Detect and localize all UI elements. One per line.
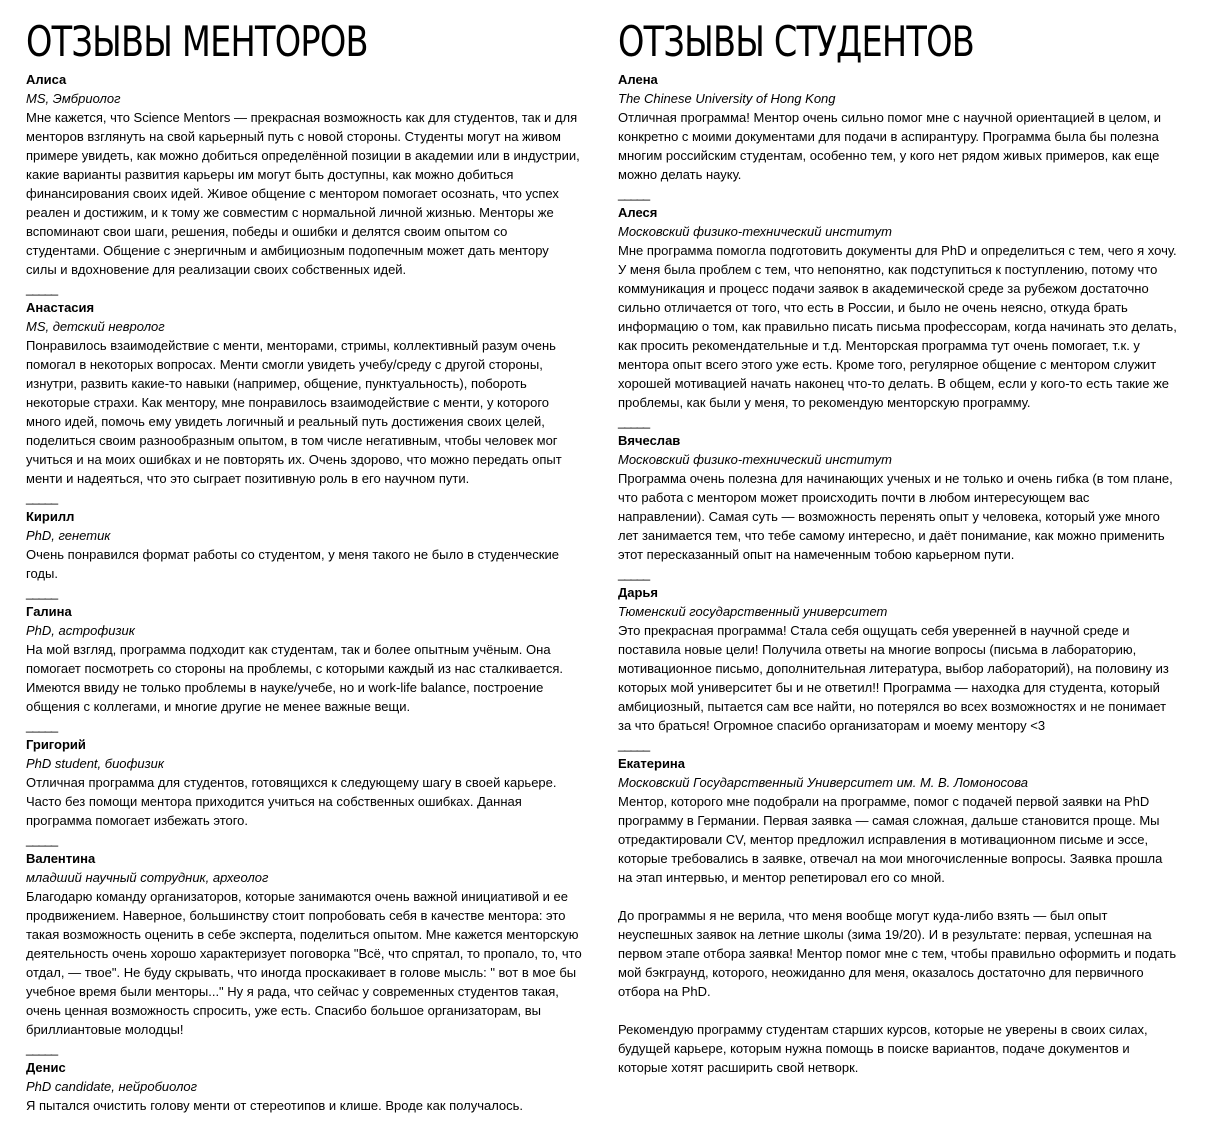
- review-text: Рекомендую программу студентам старших курсов, которые не уверены в своих силах, будущей карьере, которым нужна помощь в поиске вариантов, подаче документов и которые хотят расширить свой нетворк.: [618, 1022, 1148, 1075]
- review-item: [26, 602, 582, 716]
- reviewer-name: Алиса: [26, 72, 67, 87]
- review-separator: _____: [26, 585, 58, 600]
- reviewer-role: Московский физико-технический институт: [618, 452, 892, 467]
- reviewer-role: Московский Государственный Университет им. М. В. Ломоносова: [618, 775, 1029, 790]
- review-item: [618, 583, 1178, 735]
- mentor-reviews-list: [26, 70, 582, 1115]
- reviewer-role: PhD, генетик: [26, 528, 111, 543]
- review-separator: _____: [26, 1041, 58, 1056]
- reviewer-name: Дарья: [618, 585, 659, 600]
- reviewer-name: Анастасия: [26, 300, 95, 315]
- review-item: [26, 849, 582, 1039]
- review-separator: _____: [26, 490, 58, 505]
- review-item: [618, 754, 1178, 1077]
- review-item: [26, 70, 582, 279]
- review-separator: _____: [618, 737, 650, 752]
- review-item: [618, 70, 1178, 184]
- reviewer-role: MS, Эмбриолог: [26, 91, 121, 106]
- mentor-reviews-title: ОТЗЫВЫ МЕНТОРОВ: [26, 17, 368, 66]
- reviewer-name: Григорий: [26, 737, 86, 752]
- review-separator: _____: [26, 281, 58, 296]
- student-reviews-title: ОТЗЫВЫ СТУДЕНТОВ: [618, 17, 974, 66]
- mentor-reviews-column: [26, 14, 582, 1115]
- review-text: Понравилось взаимодействие с менти, менторами, стримы, коллективный разум очень помогал в некоторых вопросах. Менти смогли увидеть учебу/среду с другой стороны, изнутри, развить какие-то навыки (например, общение, пунктуальность), побороть некоторые страхи. Как ментору, мне понравилось взаимодействие с менти, у которого много идей, помочь ему увидеть логичный и реальный путь достижения своих целей, поделиться своим разнообразным опытом, в том числе негативным, чтобы человек мог учиться и на моих ошибках и не повторять их. Очень здорово, что можно передать опыт менти и надеяться, что это сыграет позитивную роль в его научном пути.: [26, 338, 562, 486]
- review-text: Ментор, которого мне подобрали на программе, помог с подачей первой заявки на PhD программу в Германии. Первая заявка — самая сложная, дальше становится проще. Мы отредактировали CV, ментор предложил исправления в мотивационном письме и эссе, которые требовались в заявке, отвечал на мои многочисленные вопросы. Заявка прошла на этап интервью, и ментор репетировал его со мной.: [618, 794, 1163, 885]
- review-separator: _____: [26, 832, 58, 847]
- review-separator: _____: [618, 186, 650, 201]
- reviewer-role: Московский физико-технический институт: [618, 224, 892, 239]
- reviewer-role: The Chinese University of Hong Kong: [618, 91, 836, 106]
- reviewer-role: MS, детский невролог: [26, 319, 165, 334]
- reviewer-name: Галина: [26, 604, 72, 619]
- review-item: [618, 203, 1178, 412]
- review-text: До программы я не верила, что меня вообще могут куда-либо взять — был опыт неуспешных заявок на летние школы (зима 19/20). И в результате: первая, успешная на первом этапе отбора заявка! Ментор помог мне с тем, чтобы правильно оформить и подать мой бэкграунд, которого, неожиданно для меня, оказалось достаточно для первичного отбора на PhD.: [618, 908, 1177, 999]
- review-item: [26, 298, 582, 488]
- reviewer-name: Валентина: [26, 851, 96, 866]
- review-separator: _____: [618, 414, 650, 429]
- review-text: Благодарю команду организаторов, которые занимаются очень важной инициативой и ее продвижением. Наверное, большинству стоит попробовать себя в качестве ментора: это такая возможность оценить в себе эксперта, поделиться опытом. Мне кажется менторскую деятельность очень хорошо характеризует поговорка "Всё, что спрятал, то пропало, то, что отдал, — твое". Не буду скрывать, что иногда проскакивает в голове мысль: " вот в мое бы учебное время были менторы..." Ну я рада, что сейчас у современных студентов такая, очень ценная возможность спросить, уже есть. Спасибо большое организаторам, вы бриллиантовые молодцы!: [26, 889, 582, 1037]
- review-item: [26, 1058, 582, 1115]
- student-reviews-list: [618, 70, 1178, 1077]
- reviewer-name: Денис: [26, 1060, 66, 1075]
- review-text: Это прекрасная программа! Стала себя ощущать себя уверенней в научной среде и поставила новые цели! Получила ответы на многие вопросы (письма в лабораторию, мотивационное письмо, дополнительная литература, выбор лабораторий), на половину из которых мой университет бы и не ответил!! Программа — находка для студента, который амбициозный, пытается сам все найти, но потерялся во всех возможностях и не понимает за что браться! Огромное спасибо организаторам и моему ментору <3: [618, 623, 1169, 733]
- reviewer-role: PhD, астрофизик: [26, 623, 135, 638]
- review-text: Очень понравился формат работы со студентом, у меня такого не было в студенческие годы.: [26, 547, 559, 581]
- review-separator: _____: [26, 718, 58, 733]
- review-separator: _____: [618, 566, 650, 581]
- reviewer-name: Кирилл: [26, 509, 75, 524]
- reviewer-name: Алеся: [618, 205, 658, 220]
- reviewer-role: младший научный сотрудник, археолог: [26, 870, 269, 885]
- review-text: Мне программа помогла подготовить документы для PhD и определиться с тем, чего я хочу. У меня была проблем с тем, что непонятно, как подступиться к поступлению, потому что коммуникация и процесс подачи заявок в академической среде за рубежом достаточно сильно отличается от того, что есть в России, и было не очень неясно, откуда брать информацию о том, как правильно писать письма профессорам, когда начинать это делать, как просить рекомендательные и т.д. Менторская программа тут очень помогает, т.к. у ментора опыт всего этого уже есть. Кроме того, регулярное общение с ментором служит хорошей мотивацией начать наконец что-то делать. В общем, если у кого-то есть такие же проблемы, как были у меня, то рекомендую менторскую программу.: [618, 243, 1177, 410]
- review-text: Я пытался очистить голову менти от стереотипов и клише. Вроде как получалось.: [26, 1098, 524, 1113]
- student-reviews-column: [618, 14, 1178, 1077]
- reviewer-role: PhD student, биофизик: [26, 756, 165, 771]
- review-text: На мой взгляд, программа подходит как студентам, так и более опытным учёным. Она помогает посмотреть со стороны на проблемы, с которыми каждый из нас сталкивается. Имеются ввиду не только проблемы в науке/учебе, но и work-life balance, построение общения с коллегами, и многие другие не менее важные вещи.: [26, 642, 563, 714]
- reviewer-role: PhD candidate, нейробиолог: [26, 1079, 198, 1094]
- review-text: Отличная программа! Ментор очень сильно помог мне с научной ориентацией в целом, и конкретно с моими документами для подачи в аспирантуру. Программа была бы полезна многим российским студентам, особенно тем, у кого нет рядом живых примеров, как еще можно делать науку.: [618, 110, 1162, 182]
- reviewer-name: Екатерина: [618, 756, 686, 771]
- reviewer-role: Тюменский государственный университет: [618, 604, 888, 619]
- reviewer-name: Вячеслав: [618, 433, 681, 448]
- review-item: [26, 735, 582, 830]
- reviewer-name: Алена: [618, 72, 658, 87]
- review-item: [26, 507, 582, 583]
- review-text: Программа очень полезна для начинающих ученых и не только и очень гибка (в том плане, что работа с ментором может происходить почти в любом интересующем вас направлении). Самая суть — возможность перенять опыт у человека, который уже много лет занимается тем, что тебе самому интересно, и даёт понимание, как можно применить этот пересказанный опыт на намеченным тобою карьерном пути.: [618, 471, 1173, 562]
- review-text: Мне кажется, что Science Mentors — прекрасная возможность как для студентов, так и для менторов взглянуть на свой карьерный путь с новой стороны. Студенты могут на живом примере увидеть, как можно добиться определённой позиции в академии или в индустрии, какие варианты развития карьеры им могут быть доступны, как можно добиться финансирования своих идей. Живое общение с ментором помогает осознать, что успех реален и достижим, и к тому же совместим с нормальной личной жизнью. Менторы же вспоминают свои шаги, решения, победы и ошибки и делятся своим опытом со студентами. Общение с энергичным и амбициозным подопечным может дать ментору силы и вдохновение для реализации своих собственных идей.: [26, 110, 580, 277]
- review-item: [618, 431, 1178, 564]
- review-text: Отличная программа для студентов, готовящихся к следующему шагу в своей карьере. Часто без помощи ментора приходится учиться на собственных ошибках. Данная программа помогает избежать этого.: [26, 775, 557, 828]
